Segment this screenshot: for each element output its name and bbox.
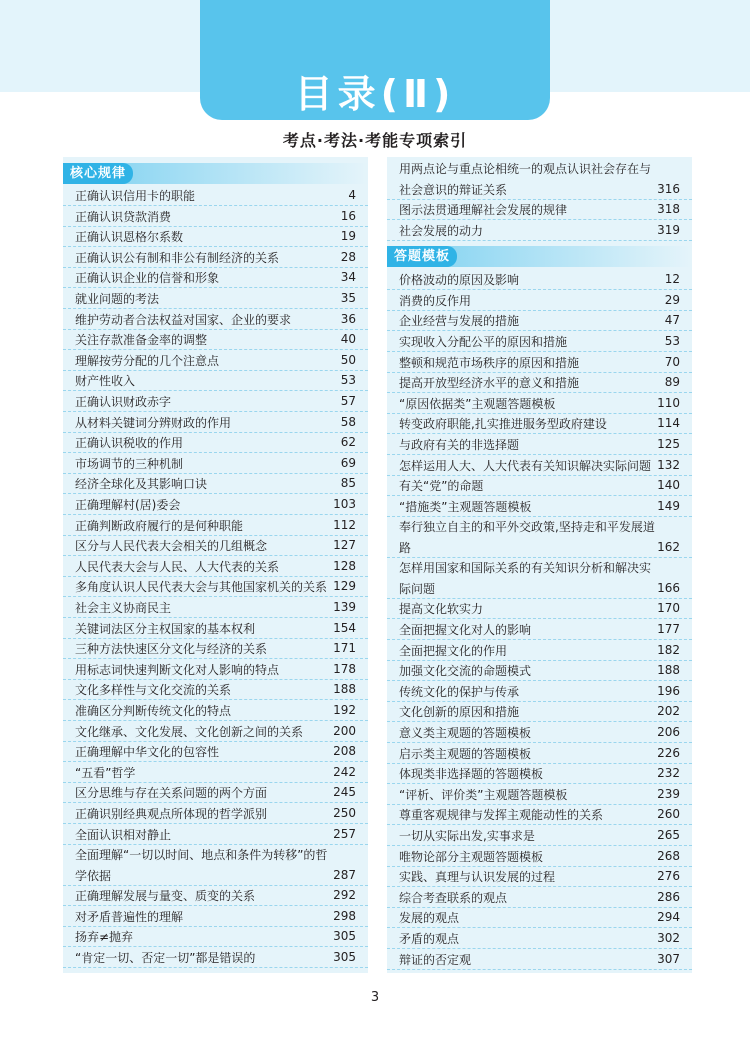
toc-entry-title: 加强文化交流的命题模式 — [399, 664, 532, 679]
toc-entry-title: 准确区分判断传统文化的特点 — [75, 704, 232, 718]
toc-entry-title: 正确认识公有制和非公有制经济的关系 — [75, 250, 280, 265]
toc-entry[interactable] — [63, 474, 368, 494]
toc-entry-title: 人民代表大会与人民、人大代表的关系 — [75, 559, 280, 574]
toc-entry[interactable] — [63, 433, 368, 453]
toc-entry-page: 171 — [333, 641, 356, 656]
toc-entry[interactable] — [387, 414, 692, 434]
toc-entry-title: 图示法贯通理解社会发展的规律 — [399, 203, 568, 217]
toc-entry[interactable] — [63, 680, 368, 700]
toc-entry-page: 305 — [333, 950, 356, 964]
toc-entry[interactable] — [387, 847, 692, 867]
toc-entry-page: 28 — [340, 249, 356, 264]
toc-entry-page: 103 — [333, 497, 356, 511]
toc-entry-page: 139 — [333, 600, 356, 614]
toc-entry-title: 就业问题的考法 — [75, 292, 160, 306]
toc-entry[interactable] — [63, 639, 368, 659]
toc-entry[interactable] — [387, 744, 692, 764]
toc-entry[interactable] — [63, 927, 368, 947]
toc-entry-page: 202 — [657, 704, 680, 719]
toc-entry-page: 177 — [657, 622, 680, 636]
toc-entry-title: 传统文化的保护与传承 — [399, 684, 520, 699]
toc-right-column — [387, 157, 692, 973]
toc-entry-title: 正确认识财政赤字 — [75, 395, 172, 409]
toc-entry-title: 财产性收入 — [75, 374, 136, 389]
toc-entry-title: 奉行独立自主的和平外交政策,坚持走和平发展道路 — [399, 520, 655, 556]
toc-entry[interactable] — [387, 200, 692, 220]
page-title: 目录(Ⅱ) — [294, 72, 456, 116]
toc-entry-title: “措施类”主观题答题模板 — [399, 499, 532, 514]
toc-entry-page: 53 — [664, 334, 680, 348]
toc-entry-title: 区分与人民代表大会相关的几组概念 — [75, 539, 268, 554]
toc-entry-page: 276 — [657, 869, 680, 884]
toc-entry-title: 有关“党”的命题 — [399, 479, 484, 494]
toc-entry-page: 125 — [657, 437, 680, 451]
toc-entry-page: 129 — [333, 579, 356, 594]
toc-entry-page: 29 — [664, 292, 680, 307]
toc-entry-page: 69 — [340, 455, 356, 470]
toc-entry[interactable] — [387, 950, 692, 970]
toc-entry-page: 57 — [340, 394, 356, 408]
toc-entry-page: 114 — [657, 416, 680, 431]
toc-entry-page: 316 — [657, 182, 680, 196]
toc-entry-title: 正确认识贷款消费 — [75, 209, 172, 224]
toc-entry-page: 226 — [657, 745, 680, 760]
toc-entry-title: 用两点论与重点论相统一的观点认识社会存在与社会意识的辩证关系 — [399, 162, 652, 197]
toc-entry-title: 全面把握文化对人的影响 — [399, 623, 532, 637]
toc-entry-title: 矛盾的观点 — [399, 932, 460, 946]
toc-entry[interactable] — [387, 682, 692, 702]
toc-entry-page: 182 — [657, 642, 680, 657]
toc-entry-title: 一切从实际出发,实事求是 — [399, 829, 535, 843]
toc-entry-page: 50 — [340, 352, 356, 367]
toc-entry-title: 正确识别经典观点所体现的哲学派别 — [75, 807, 268, 821]
toc-entry-page: 4 — [348, 188, 356, 202]
toc-entry-title: “原因依据类”主观题答题模板 — [399, 396, 556, 411]
toc-entry-title: 体现类非选择题的答题模板 — [399, 767, 544, 782]
toc-entry[interactable] — [387, 826, 692, 846]
toc-entry-page: 188 — [333, 682, 356, 697]
toc-entry-title: 全面认识相对静止 — [75, 827, 172, 842]
toc-entry[interactable] — [387, 764, 692, 784]
toc-entry-page: 89 — [664, 375, 680, 390]
toc-entry-page: 260 — [657, 807, 680, 822]
section-header-answer-templates — [387, 246, 692, 267]
toc-entry-page: 53 — [340, 373, 356, 388]
toc-entry-title: 扬弃≠抛弃 — [75, 930, 134, 945]
toc-entry[interactable] — [387, 476, 692, 496]
toc-entry[interactable] — [387, 435, 692, 455]
toc-entry[interactable] — [63, 845, 368, 886]
toc-entry[interactable] — [63, 248, 368, 268]
toc-entry-title: 用标志词快速判断文化对人影响的特点 — [75, 662, 280, 677]
toc-entry-page: 305 — [333, 929, 356, 944]
toc-entry-page: 170 — [657, 601, 680, 616]
toc-entry-title: 全面理解“一切以时间、地点和条件为转移”的哲学依据 — [75, 848, 328, 884]
page-subtitle: 考点·考法·考能专项索引 — [282, 131, 468, 150]
toc-entry-page: 162 — [657, 540, 680, 555]
toc-entry-title: 文化多样性与文化交流的关系 — [75, 683, 232, 698]
toc-entry-page: 196 — [657, 683, 680, 698]
toc-entry-page: 70 — [664, 354, 680, 369]
toc-entry[interactable] — [387, 723, 692, 743]
toc-entry-title: 转变政府职能,扎实推进服务型政府建设 — [399, 417, 607, 432]
toc-entry-title: 尊重客观规律与发挥主观能动性的关系 — [399, 808, 604, 823]
toc-entry[interactable] — [63, 742, 368, 762]
toc-entry-title: 市场调节的三种机制 — [75, 456, 184, 471]
toc-entry[interactable] — [63, 722, 368, 742]
toc-entry-page: 12 — [664, 272, 680, 287]
toc-entry[interactable] — [387, 497, 692, 517]
toc-entry-page: 16 — [340, 208, 356, 223]
toc-entry[interactable] — [63, 371, 368, 391]
section-label: 核心规律 — [63, 163, 133, 184]
toc-entry-title: 综合考查联系的观点 — [399, 890, 508, 905]
toc-entry[interactable] — [63, 495, 368, 515]
toc-entry[interactable] — [387, 702, 692, 722]
toc-entry[interactable] — [63, 804, 368, 824]
toc-entry-title: 正确判断政府履行的是何种职能 — [75, 518, 244, 533]
toc-entry[interactable] — [387, 270, 692, 290]
toc-entry-title: 辩证的否定观 — [399, 952, 472, 967]
toc-entry[interactable] — [63, 886, 368, 906]
toc-entry-page: 188 — [657, 663, 680, 678]
toc-entry[interactable] — [63, 701, 368, 721]
toc-entry-page: 34 — [340, 270, 356, 285]
toc-entry-page: 298 — [333, 908, 356, 923]
toc-entry[interactable] — [63, 289, 368, 309]
toc-entry-page: 319 — [657, 222, 680, 237]
toc-entry-title: 企业经营与发展的措施 — [399, 314, 520, 329]
toc-entry-page: 206 — [657, 725, 680, 739]
toc-entry-page: 140 — [657, 478, 680, 493]
toc-entry-title: 提高文化软实力 — [399, 602, 484, 617]
toc-entry[interactable] — [387, 456, 692, 476]
toc-entry[interactable] — [387, 620, 692, 640]
toc-entry[interactable] — [63, 763, 368, 783]
toc-entry-title: 正确认识税收的作用 — [75, 436, 184, 451]
toc-entry-title: 唯物论部分主观题答题模板 — [399, 849, 544, 864]
toc-entry-page: 128 — [333, 558, 356, 573]
section-label: 答题模板 — [387, 246, 457, 267]
toc-entry-title: 消费的反作用 — [399, 293, 472, 308]
toc-entry-title: 社会发展的动力 — [399, 223, 484, 238]
toc-entry-page: 110 — [657, 395, 680, 410]
toc-entry[interactable] — [63, 948, 368, 968]
toc-entry[interactable] — [387, 332, 692, 352]
toc-entry-page: 58 — [340, 414, 356, 429]
toc-entry[interactable] — [387, 908, 692, 928]
toc-entry-title: 怎样用国家和国际关系的有关知识分析和解决实际问题 — [399, 561, 652, 597]
toc-entry[interactable] — [387, 785, 692, 805]
toc-entry-title: 正确认识恩格尔系数 — [75, 230, 184, 245]
toc-entry[interactable] — [63, 577, 368, 597]
toc-entry-title: 正确理解村(居)委会 — [75, 498, 181, 512]
toc-entry-title: 理解按劳分配的几个注意点 — [75, 353, 220, 368]
toc-entry-title: 从材料关键词分辨财政的作用 — [75, 415, 232, 430]
toc-entry-page: 318 — [657, 202, 680, 216]
toc-entry-page: 200 — [333, 723, 356, 738]
toc-entry-page: 232 — [657, 766, 680, 781]
toc-entry-title: “评析、评价类”主观题答题模板 — [399, 787, 568, 802]
toc-entry-page: 85 — [340, 476, 356, 491]
toc-entry-title: 文化创新的原因和措施 — [399, 705, 520, 720]
toc-entry-title: 对矛盾普遍性的理解 — [75, 909, 184, 924]
toc-entry-page: 302 — [657, 931, 680, 945]
toc-entry-page: 239 — [657, 786, 680, 801]
toc-entry[interactable] — [63, 619, 368, 639]
toc-entry-title: 意义类主观题的答题模板 — [399, 726, 532, 740]
toc-entry-title: 提高开放型经济水平的意义和措施 — [399, 376, 580, 391]
toc-entry[interactable] — [63, 660, 368, 680]
toc-entry[interactable] — [387, 353, 692, 373]
toc-entry[interactable] — [387, 394, 692, 414]
toc-entry-title: 怎样运用人大、人大代表有关知识解决实际问题 — [399, 458, 652, 473]
toc-entry-page: 35 — [340, 291, 356, 305]
toc-entry[interactable] — [387, 867, 692, 887]
toc-entry-page: 192 — [333, 703, 356, 717]
toc-entry-page: 257 — [333, 826, 356, 841]
toc-entry[interactable] — [63, 330, 368, 350]
toc-entry-page: 268 — [657, 848, 680, 863]
toc-entry-title: 启示类主观题的答题模板 — [399, 746, 532, 761]
toc-entry[interactable] — [63, 392, 368, 412]
toc-entry[interactable] — [387, 599, 692, 619]
toc-entry[interactable] — [63, 598, 368, 618]
toc-entry[interactable] — [387, 805, 692, 825]
toc-entry-title: 正确认识企业的信誉和形象 — [75, 271, 220, 286]
toc-entry[interactable] — [387, 517, 692, 558]
toc-entry-title: 正确理解发展与量变、质变的关系 — [75, 889, 256, 904]
toc-entry-title: “五看”哲学 — [75, 765, 136, 780]
toc-entry-title: 维护劳动者合法权益对国家、企业的要求 — [75, 312, 292, 327]
toc-entry[interactable] — [63, 536, 368, 556]
toc-entry-title: 经济全球化及其影响口诀 — [75, 477, 208, 492]
page-number: 3 — [370, 990, 380, 1005]
toc-entry[interactable] — [387, 929, 692, 949]
toc-entry-page: 286 — [657, 889, 680, 904]
toc-entry[interactable] — [63, 351, 368, 371]
toc-entry-title: 价格波动的原因及影响 — [399, 273, 520, 288]
toc-entry-page: 127 — [333, 538, 356, 553]
toc-entry-page: 62 — [340, 435, 356, 450]
toc-entry-title: 三种方法快速区分文化与经济的关系 — [75, 642, 268, 657]
toc-entry[interactable] — [387, 311, 692, 331]
toc-entry-page: 245 — [333, 785, 356, 800]
toc-entry-page: 132 — [657, 457, 680, 472]
toc-entry-title: 关注存款准备金率的调整 — [75, 333, 208, 348]
toc-entry-page: 250 — [333, 806, 356, 820]
toc-entry-page: 47 — [664, 313, 680, 328]
toc-entry[interactable] — [63, 227, 368, 247]
toc-entry-title: 实现收入分配公平的原因和措施 — [399, 335, 568, 349]
toc-entry-title: 发展的观点 — [399, 911, 460, 926]
toc-entry-title: “肯定一切、否定一切”都是错误的 — [75, 951, 256, 965]
toc-entry-page: 307 — [657, 951, 680, 966]
toc-entry-page: 292 — [333, 888, 356, 903]
toc-entry[interactable] — [63, 783, 368, 803]
toc-entry[interactable] — [63, 310, 368, 330]
toc-entry[interactable] — [63, 413, 368, 433]
toc-entry-page: 36 — [340, 311, 356, 326]
toc-entry[interactable] — [387, 558, 692, 599]
toc-entry-page: 265 — [657, 828, 680, 842]
toc-entry[interactable] — [63, 207, 368, 227]
toc-entry-title: 多角度认识人民代表大会与其他国家机关的关系 — [75, 580, 328, 595]
toc-entry-title: 整顿和规范市场秩序的原因和措施 — [399, 355, 580, 370]
toc-entry-title: 正确认识信用卡的职能 — [75, 189, 196, 203]
toc-entry[interactable] — [387, 159, 692, 200]
toc-entry[interactable] — [63, 825, 368, 845]
toc-entry-page: 178 — [333, 661, 356, 676]
toc-entry[interactable] — [63, 557, 368, 577]
toc-entry[interactable] — [387, 291, 692, 311]
toc-entry-page: 19 — [340, 229, 356, 244]
toc-entry[interactable] — [63, 516, 368, 536]
section-header-core-rules — [63, 163, 368, 184]
toc-entry[interactable] — [387, 641, 692, 661]
toc-entry-title: 实践、真理与认识发展的过程 — [399, 870, 556, 885]
toc-entry-title: 全面把握文化的作用 — [399, 643, 508, 658]
toc-entry-title: 与政府有关的非选择题 — [399, 438, 520, 452]
toc-entry[interactable] — [63, 454, 368, 474]
toc-entry-title: 文化继承、文化发展、文化创新之间的关系 — [75, 724, 304, 739]
toc-entry-page: 294 — [657, 910, 680, 925]
toc-entry-page: 166 — [657, 581, 680, 596]
toc-entry-page: 287 — [333, 868, 356, 883]
toc-entry[interactable] — [63, 268, 368, 288]
toc-entry-page: 149 — [657, 498, 680, 513]
toc-entry-title: 关键词法区分主权国家的基本权利 — [75, 621, 256, 636]
toc-entry-page: 112 — [333, 517, 356, 532]
toc-entry[interactable] — [387, 661, 692, 681]
toc-entry[interactable] — [387, 221, 692, 241]
toc-entry[interactable] — [387, 373, 692, 393]
toc-entry-page: 40 — [340, 332, 356, 347]
toc-entry-title: 正确理解中华文化的包容性 — [75, 745, 220, 760]
toc-entry-title: 社会主义协商民主 — [75, 601, 172, 615]
toc-entry[interactable] — [63, 186, 368, 206]
toc-entry[interactable] — [387, 888, 692, 908]
toc-entry[interactable] — [63, 907, 368, 927]
toc-entry-page: 208 — [333, 744, 356, 759]
toc-entry-page: 242 — [333, 764, 356, 779]
toc-left-column — [63, 157, 368, 973]
toc-entry-page: 154 — [333, 620, 356, 635]
toc-entry-title: 区分思维与存在关系问题的两个方面 — [75, 786, 268, 801]
